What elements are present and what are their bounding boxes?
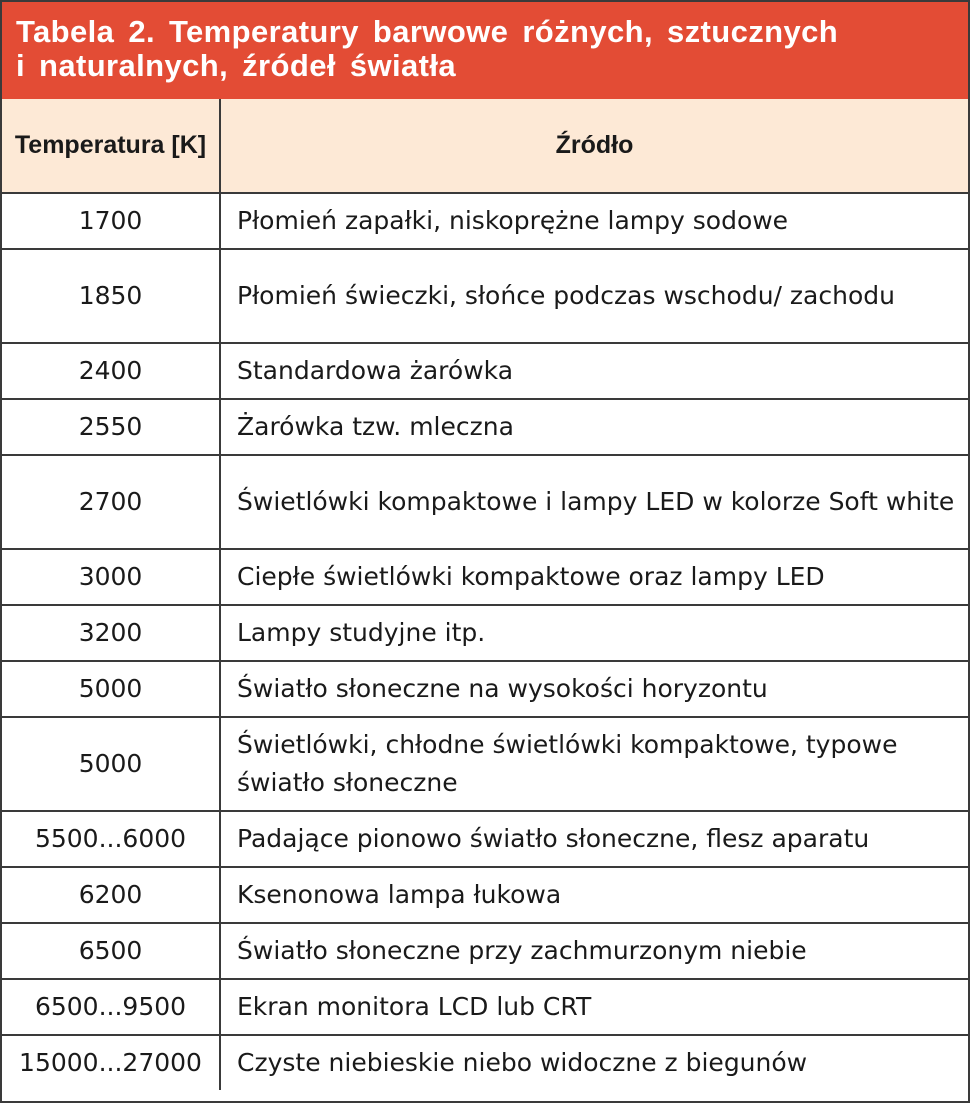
source-cell: Świetlówki kompaktowe i lampy LED w kolorze Soft white	[220, 455, 968, 549]
table-row	[2, 1035, 968, 1090]
source-cell: Płomień zapałki, niskoprężne lampy sodowe	[220, 193, 968, 249]
table-title-line-2: i naturalnych, źródeł światła	[16, 48, 457, 83]
source-cell: Światło słoneczne na wysokości horyzontu	[220, 661, 968, 717]
table-header	[2, 99, 968, 193]
table-row	[2, 923, 968, 979]
table-row	[2, 717, 968, 811]
temperature-cell: 2700	[2, 455, 220, 549]
table-row	[2, 193, 968, 249]
table-row	[2, 661, 968, 717]
source-cell: Ciepłe świetlówki kompaktowe oraz lampy LED	[220, 549, 968, 605]
temperature-cell: 1850	[2, 249, 220, 343]
header-source: Źródło	[220, 99, 968, 193]
temperature-cell: 3200	[2, 605, 220, 661]
source-cell: Padające pionowo światło słoneczne, flesz aparatu	[220, 811, 968, 867]
table-row	[2, 811, 968, 867]
source-cell: Światło słoneczne przy zachmurzonym niebie	[220, 923, 968, 979]
source-cell: Standardowa żarówka	[220, 343, 968, 399]
table-row	[2, 455, 968, 549]
table-title	[2, 2, 968, 99]
temperature-cell: 3000	[2, 549, 220, 605]
temperature-cell: 2550	[2, 399, 220, 455]
table-row	[2, 249, 968, 343]
table-row	[2, 979, 968, 1035]
table-row	[2, 549, 968, 605]
source-cell: Ekran monitora LCD lub CRT	[220, 979, 968, 1035]
temperature-cell: 2400	[2, 343, 220, 399]
temperature-cell: 5000	[2, 661, 220, 717]
table-body	[2, 193, 968, 1090]
temperature-cell: 5500...6000	[2, 811, 220, 867]
header-temperature: Temperatura [K]	[2, 99, 220, 193]
source-cell: Żarówka tzw. mleczna	[220, 399, 968, 455]
temperature-cell: 15000...27000	[2, 1035, 220, 1090]
source-cell: Ksenonowa lampa łukowa	[220, 867, 968, 923]
source-cell: Świetlówki, chłodne świetlówki kompaktowe, typowe światło słoneczne	[220, 717, 968, 811]
temperature-cell: 5000	[2, 717, 220, 811]
temperature-cell: 6500	[2, 923, 220, 979]
header-row	[2, 99, 968, 193]
table-title-line-1: Tabela 2. Temperatury barwowe różnych, sztucznych	[16, 14, 839, 49]
color-temperature-table	[2, 99, 968, 1090]
source-cell: Czyste niebieskie niebo widoczne z biegunów	[220, 1035, 968, 1090]
source-cell: Lampy studyjne itp.	[220, 605, 968, 661]
table-row	[2, 867, 968, 923]
temperature-cell: 1700	[2, 193, 220, 249]
table-row	[2, 343, 968, 399]
source-cell: Płomień świeczki, słońce podczas wschodu/ zachodu	[220, 249, 968, 343]
temperature-cell: 6200	[2, 867, 220, 923]
temperature-cell: 6500...9500	[2, 979, 220, 1035]
table-row	[2, 605, 968, 661]
table-row	[2, 399, 968, 455]
